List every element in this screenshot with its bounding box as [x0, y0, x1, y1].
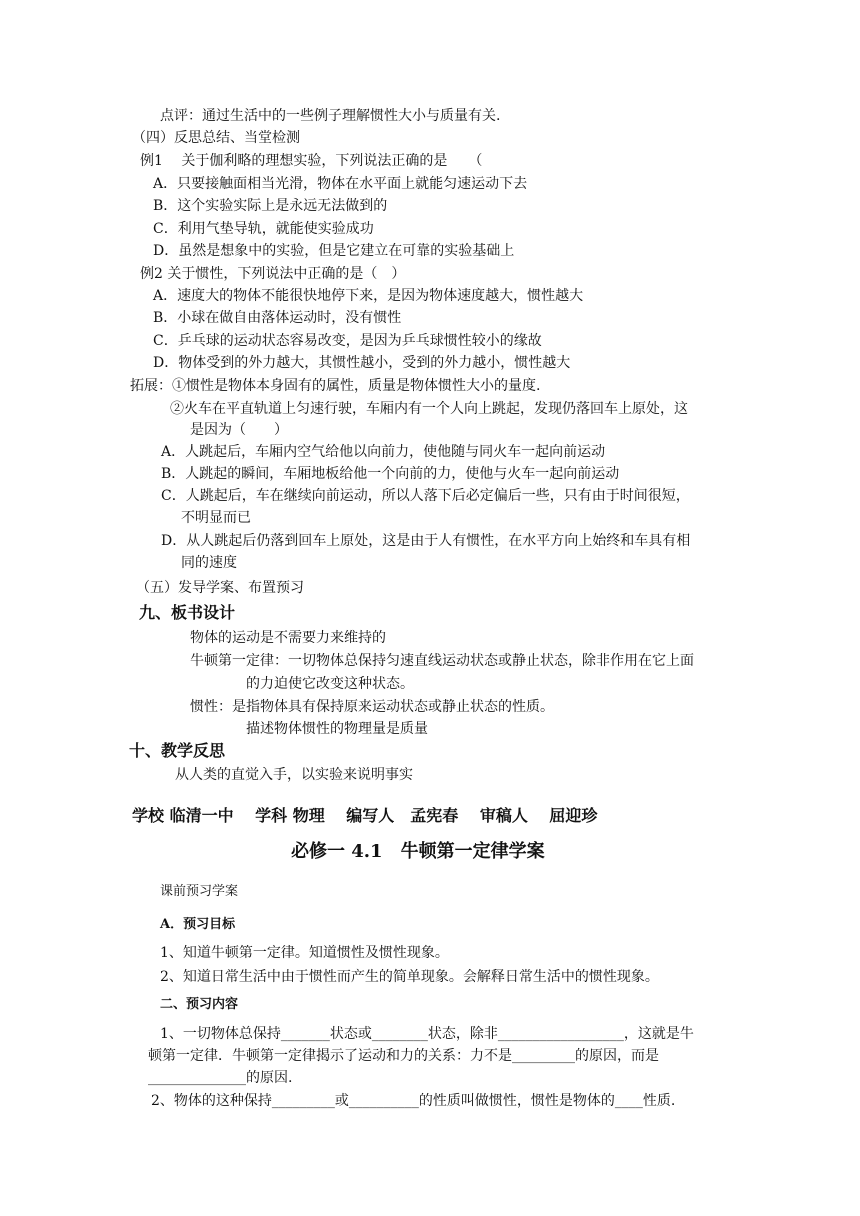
fill-question-1: 1、一切物体总保持_______状态或________状态，除非__________________，这就是牛 — [160, 1026, 694, 1042]
preview-content-heading: 二、预习内容 — [160, 997, 239, 1012]
board-line-1: 物体的运动是不需要力来维持的 — [190, 630, 386, 646]
board-line-4: 描述物体惯性的物理量是质量 — [246, 721, 428, 737]
section-four-heading: （四）反思总结、当堂检测 — [132, 130, 300, 146]
pre-class-heading: 课前预习学案 — [160, 884, 239, 899]
extension-option-b: B．人跳起的瞬间，车厢地板给他一个向前的力，使他与火车一起向前运动 — [161, 466, 620, 482]
document-title: 必修一 4.1 牛顿第一定律学案 — [291, 841, 545, 862]
example-2-question: 例2 关于惯性，下列说法中正确的是（ ） — [140, 266, 406, 282]
example-2-option-b: B．小球在做自由落体运动时，没有惯性 — [153, 310, 402, 326]
extension-point-2-cont: 是因为（ ） — [190, 422, 288, 438]
example-2-option-a: A．速度大的物体不能很快地停下来，是因为物体速度越大，惯性越大 — [153, 288, 584, 304]
goal-line-1: 1、知道牛顿第一定律。知道惯性及惯性现象。 — [160, 945, 449, 961]
preview-goal-heading: A．预习目标 — [160, 917, 236, 932]
extension-option-c: C．人跳起后，车在继续向前运动，所以人落下后必定偏后一些，只有由于时间很短， — [161, 488, 690, 504]
comment-line: 点评：通过生活中的一些例子理解惯性大小与质量有关. — [160, 108, 501, 124]
board-line-3: 惯性：是指物体具有保持原来运动状态或静止状态的性质。 — [190, 699, 554, 715]
extension-point-2: ②火车在平直轨道上匀速行驶，车厢内有一个人向上跳起，发现仍落回车上原处，这 — [170, 401, 688, 417]
example-1-option-b: B．这个实验实际上是永远无法做到的 — [153, 198, 388, 214]
school-info-line: 学校 临清一中 学科 物理 编写人 孟宪春 审稿人 屈迎珍 — [132, 806, 598, 825]
example-1-option-c: C．利用气垫导轨，就能使实验成功 — [153, 221, 374, 237]
fill-question-1-cont: 顿第一定律．牛顿第一定律揭示了运动和力的关系：力不是_________的原因，而是 — [148, 1048, 659, 1064]
example-1-option-a: A．只要接触面相当光滑，物体在水平面上就能匀速运动下去 — [153, 176, 528, 192]
example-2-option-c: C．乒乓球的运动状态容易改变，是因为乒乓球惯性较小的缘故 — [153, 333, 542, 349]
fill-question-1-end: ______________的原因. — [148, 1070, 293, 1086]
extension-option-d-cont: 同的速度 — [181, 555, 237, 571]
extension-point-1: 拓展：①惯性是物体本身固有的属性，质量是物体惯性大小的量度. — [130, 378, 541, 394]
example-1-option-d: D．虽然是想象中的实验，但是它建立在可靠的实验基础上 — [153, 243, 515, 259]
section-ten-heading: 十、教学反思 — [129, 741, 226, 760]
section-nine-heading: 九、板书设计 — [139, 603, 236, 622]
example-2-option-d: D．物体受到的外力越大，其惯性越小，受到的外力越小，惯性越大 — [153, 355, 571, 371]
extension-option-d: D．从人跳起后仍落到回车上原处，这是由于人有惯性，在水平方向上始终和车具有相 — [161, 533, 691, 549]
goal-line-2: 2、知道日常生活中由于惯性而产生的简单现象。会解释日常生活中的惯性现象。 — [160, 969, 659, 985]
section-five-heading: （五）发导学案、布置预习 — [136, 580, 304, 596]
example-1-question: 例1 关于伽利略的理想实验，下列说法正确的是 （ — [140, 153, 483, 169]
board-line-2-cont: 的力迫使它改变这种状态。 — [246, 676, 414, 692]
extension-option-c-cont: 不明显而已 — [181, 510, 251, 526]
reflection-line: 从人类的直觉入手，以实验来说明事实 — [175, 767, 413, 783]
extension-option-a: A．人跳起后，车厢内空气给他以向前力，使他随与同火车一起向前运动 — [161, 444, 606, 460]
fill-question-2: 2、物体的这种保持_________或__________的性质叫做惯性，惯性是物体的____性质. — [151, 1093, 676, 1109]
board-line-2: 牛顿第一定律：一切物体总保持匀速直线运动状态或静止状态，除非作用在它上面 — [190, 653, 694, 669]
